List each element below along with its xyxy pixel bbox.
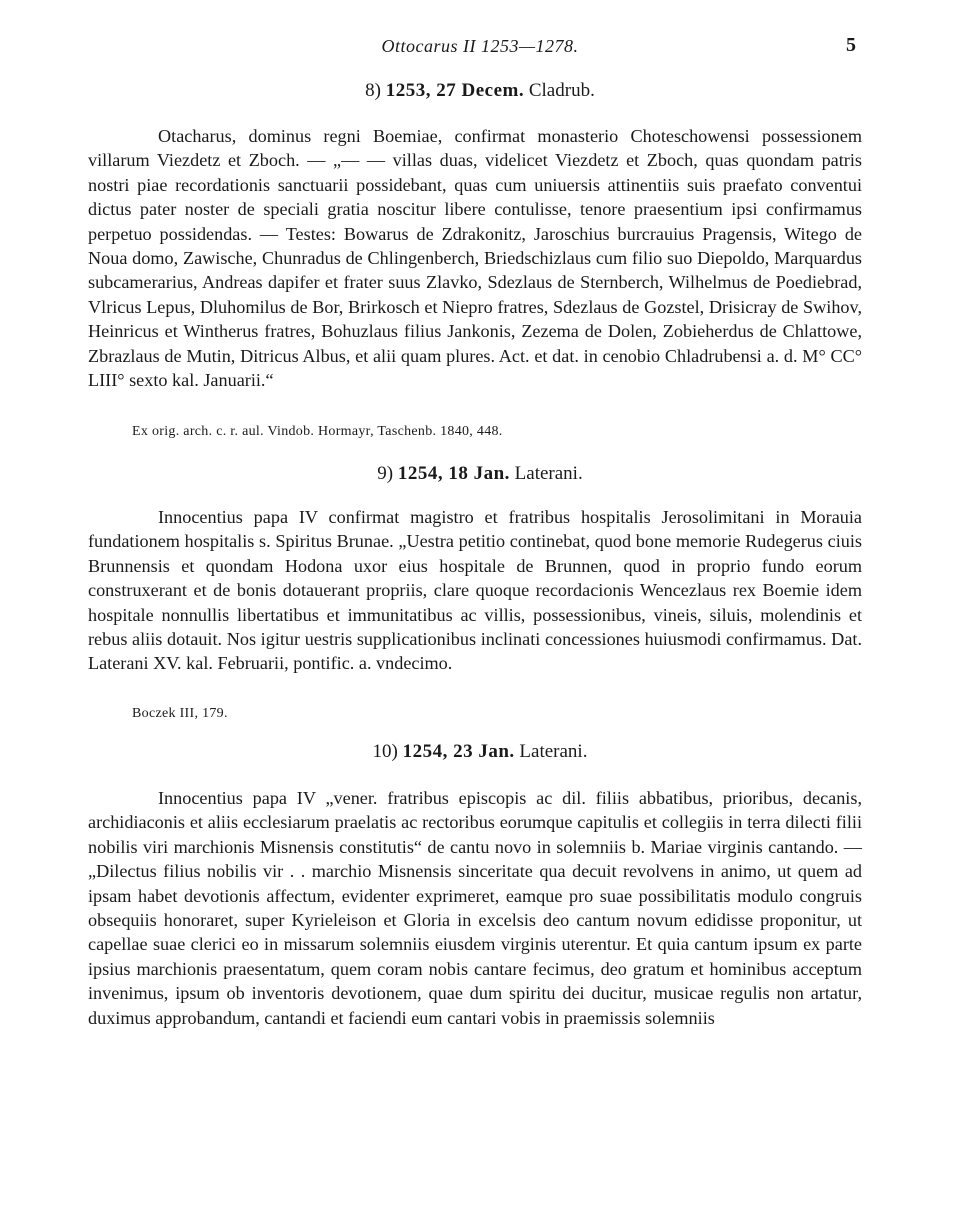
running-title: Ottocarus II 1253—1278.	[381, 36, 579, 56]
entry-place: Laterani.	[514, 463, 583, 484]
entry-paragraph: Innocentius papa IV confirmat magistro et fratribus hospitalis Jerosolimitani in Morauia fundationem hospitalis s. Spiritus Brunae. „Uestra petitio continebat, quod bone memorie Rudegerus ciuis Brunnensis et quondam Hodona uxor eius hospitale de Brunnen, quod in proprio fundo eorum construxerant et de bonis dotauerant propriis, clare quoque recordacionis Wencezlaus rex Boemie idem hospitale nonnullis libertatibus et immunitatibus ac villis, possessionibus, vineis, siluis, molendinis et rebus aliis dotauit. Nos igitur uestris supplicationibus inclinati concessiones huiusmodi confirmamus. Dat. Laterani XV. kal. Februarii, pontific. a. vndecimo.	[88, 507, 862, 674]
entry-date: 1254, 23 Jan.	[402, 741, 515, 762]
entry-number: 8)	[365, 80, 381, 101]
entry-text-9	[88, 505, 862, 676]
entry-heading-9	[0, 463, 960, 485]
entry-place: Cladrub.	[528, 80, 595, 101]
entry-text-8	[88, 124, 862, 392]
entry-date: 1254, 18 Jan.	[397, 463, 510, 484]
entry-source-8: Ex orig. arch. c. r. aul. Vindob. Hormayr, Taschenb. 1840, 448.	[132, 424, 503, 439]
entry-number: 9)	[377, 463, 394, 484]
entry-paragraph: Innocentius papa IV „vener. fratribus episcopis ac dil. filiis abbatibus, prioribus, decanis, archidiaconis et aliis ecclesiarum praelatis ac rectoribus eorumque capitulis et collegiis in terra dilecti filii nobilis viri marchionis Misnensis constitutis“ de cantu novo in solemniis b. Mariae virginis cantando. — „Dilectus filius nobilis vir . . marchio Misnensis sinceritate qua decuit revolvens in animo, ut quem ad ipsam habet devotionis affectum, evidenter exprimeret, eamque pro suae possibilitatis modulo congruis obsequiis honoraret, super Kyrieleison et Gloria in excelsis deo cantum novum edidisse proponitur, ut capellae suae clerici eo in missarum solemniis eiusdem virginis uterentur. Et quia cantum ipsum ex parte ipsius marchionis praesentatum, quem coram nobis cantare fecimus, deo gratum et hominibus acceptum invenimus, ipsum ob inventoris devotionem, quae dum spiritu dei ducitur, musicae regulis non artatur, duximus approbandum, cantandi et faciendi eum cantari vobis in praemissis solemniis	[88, 788, 862, 1028]
entry-number: 10)	[372, 741, 398, 762]
page-number: 5	[846, 34, 856, 56]
entry-date: 1253, 27 Decem.	[385, 80, 525, 101]
entry-text-10	[88, 786, 862, 1030]
entry-heading-8	[0, 80, 960, 102]
entry-heading-10	[0, 741, 960, 763]
entry-source-9: Boczek III, 179.	[132, 706, 228, 721]
entry-place: Laterani.	[519, 741, 588, 762]
entry-paragraph: Otacharus, dominus regni Boemiae, confirmat monasterio Choteschowensi possessionem villarum Viezdetz et Zboch. — „— — villas duas, videlicet Viezdetz et Zboch, quas quondam patris nostri piae recordationis sanctuarii possidebant, quas cum uniuersis attinentiis suis praefato conventui dictus pater noster de speciali gratia noscitur libere contulisse, tenore praesentium ipsi confirmamus perpetuo possidendas. — Testes: Bowarus de Zdrakonitz, Jaroschius burcrauius Pragensis, Witego de Noua domo, Zawische, Chunradus de Chlingenberch, Briedschizlaus cum filio suo Diepoldo, Marquardus subcamerarius, Andreas dapifer et frater suus Zlavko, Sdezlaus de Sternberch, Wilhelmus de Poediebrad, Vlricus Lepus, Dluhomilus de Bor, Brirkosch et Niepro fratres, Sdezlaus de Gozstel, Drisicray de Swihov, Heinricus et Wintherus fratres, Bohuzlaus filius Jankonis, Zezema de Dolen, Zobieherdus de Chlattowe, Zbrazlaus de Mutin, Ditricus Albus, et alii quam plures. Act. et dat. in cenobio Chladrubensi a. d. M° CC° LIII° sexto kal. Januarii.“	[88, 126, 862, 391]
